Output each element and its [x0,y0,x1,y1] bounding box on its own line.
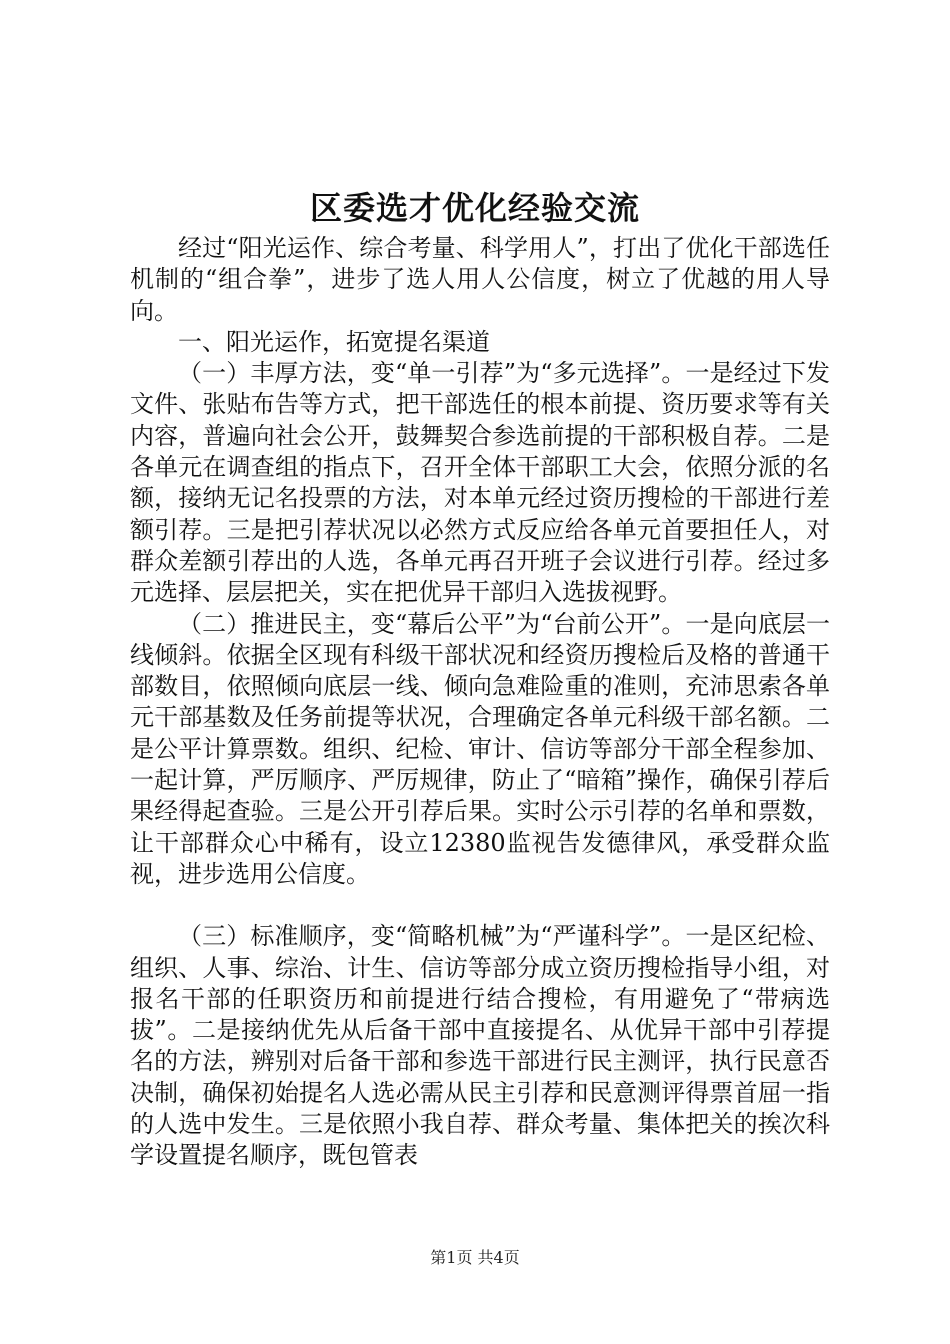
page-footer: 第1页 共4页 [430,1248,520,1267]
paragraph-subsection-1: （一）丰厚方法，变“单一引荐”为“多元选择”。一是经过下发文件、张贴布告等方式，把干部选任的根本前提、资历要求等有关内容，普遍向社会公开，鼓舞契合参选前提的干部积极自荐。二是各单元在调查组的指点下，召开全体干部职工大会，依照分派的名额，接纳无记名投票的方法，对本单元经过资历搜检的干部进行差额引荐。三是把引荐状况以必然方式反应给各单元首要担任人，对群众差额引荐出的人选，各单元再召开班子会议进行引荐。经过多元选择、层层把关，实在把优异干部归入选拔视野。 [130,359,830,607]
paragraph-intro: 经过“阳光运作、综合考量、科学用人”，打出了优化干部选任机制的“组合拳”，进步了选人用人公信度，树立了优越的用人导向。 [130,234,830,325]
paragraph-subsection-3: （三）标准顺序，变“简略机械”为“严谨科学”。一是区纪检、组织、人事、综治、计生、信访等部分成立资历搜检指导小组，对报名干部的任职资历和前提进行结合搜检，有用避免了“带病选拔”。二是接纳优先从后备干部中直接提名、从优异干部中引荐提名的方法，辨别对后备干部和参选干部进行民主测评，执行民意否决制，确保初始提名人选必需从民主引荐和民意测评得票首屈一指的人选中发生。三是依照小我自荐、群众考量、集体把关的挨次科学设置提名顺序，既包管表 [130,922,830,1170]
paragraph-subsection-2: （二）推进民主，变“幕后公平”为“台前公开”。一是向底层一线倾斜。依据全区现有科级干部状况和经资历搜检后及格的普通干部数目，依照倾向底层一线、倾向急难险重的准则，充沛思索各单元干部基数及任务前提等状况，合理确定各单元科级干部名额。二是公平计算票数。组织、纪检、审计、信访等部分干部全程参加、一起计算，严厉顺序、严厉规律，防止了“暗箱”操作，确保引荐后果经得起查验。三是公开引荐后果。实时公示引荐的名单和票数，让干部群众心中稀有，设立12380监视告发德律风，承受群众监视，进步选用公信度。 [130,609,830,888]
document-title: 区委选才优化经验交流 [309,189,640,227]
document-body [130,233,830,1172]
section-heading: 一、阳光运作，拓宽提名渠道 [178,327,490,356]
